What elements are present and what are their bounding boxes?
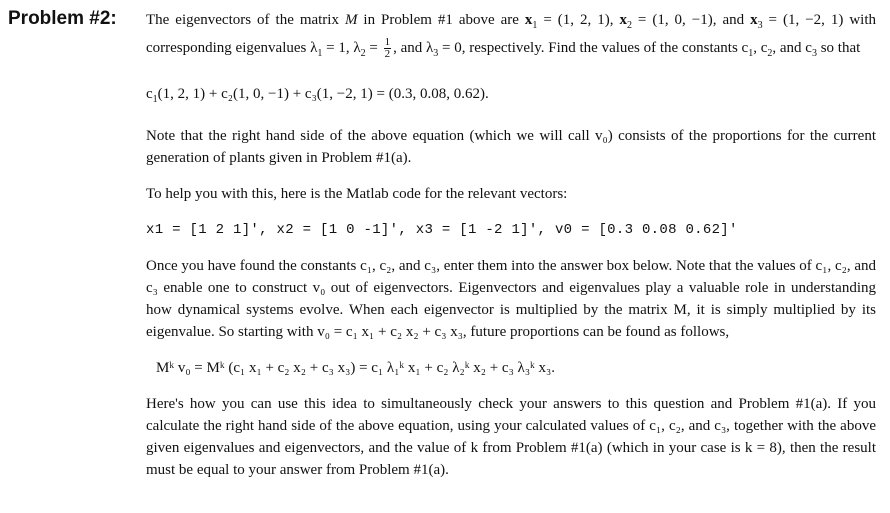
one-half-fraction: $\frac{1}{2}$ [384, 36, 391, 61]
note-paragraph: Note that the right hand side of the above equation (which we will call v₀) consists of the proportions for the current generation of plants given in Problem #1(a). [146, 128, 876, 166]
problem-label: Problem #2: [8, 8, 117, 29]
matlab-code: x1 = [1 2 1]', x2 = [1 0 -1]', x3 = [1 -2 1]', v0 = [0.3 0.08 0.62]' [146, 222, 738, 238]
check-paragraph: Here's how you can use this idea to simultaneously check your answers to this question and Problem #1(a). If you calculate the right hand side of the above equation, using your calculated values of c₁, c₂, and c₃, together with the above given eigenvalues and eigenvectors, and the value of k from Problem #1(a) (which in your case is k = 8), then the result must be equal to your answer from Problem #1(a). [146, 396, 876, 478]
equation-constants: $c_1(1$, 2, 1) + c₂(1, 0, −1) + c₃(1, −2, 1) = (0.3, 0.08, 0.62). [146, 86, 489, 105]
intro-paragraph: The eigenvectors of the matrix M in Problem #1 above are $x_1 = (1$, 2, 1), $x_2 = (1$, 0, −1), and $x_3 = (1$, −2, 1) with corresponding eigenvalues $\lambda_1 = 1$, $\lambda_2$ = $\frac{1}{2}$ , and $\lambda_3 = 0$, respectively. Find the values of the constants $c_1$, $c_2$, and $c_3$ so that [146, 12, 876, 61]
problem-body [146, 9, 876, 481]
explanation-paragraph: Once you have found the constants c₁, c₂, and c₃, enter them into the answer box below. Note that the values of c₁, c₂, and c₃ enable one to construct v₀ out of eigenvectors. Eigenvectors and eigenvalues play a valuable role in understanding how dynamical systems evolve. When each eigenvector is multiplied by the matrix M, it is simply multiplied by its eigenvalue. So starting with v₀ = c₁ x₁ + c₂ x₂ + c₃ x₃, future proportions can be found as follows, [146, 258, 876, 340]
equation-powers: Mᵏ v₀ = Mᵏ (c₁ x₁ + c₂ x₂ + c₃ x₃) = c₁ λ₁ᵏ x₁ + c₂ λ₂ᵏ x₂ + c₃ λ₃ᵏ x₃. [156, 360, 556, 376]
matlab-intro: To help you with this, here is the Matlab code for the relevant vectors: [146, 186, 568, 202]
